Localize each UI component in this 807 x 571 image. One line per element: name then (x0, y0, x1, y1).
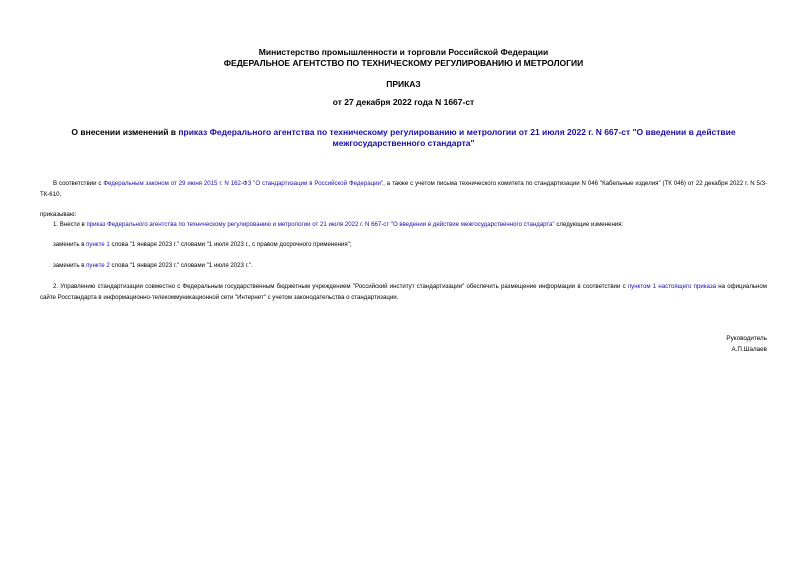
item-2-paragraph (40, 281, 767, 303)
clause-1-link[interactable]: пункте 1 (86, 241, 110, 248)
item-1-paragraph (40, 219, 767, 230)
item-1-text-1: 1. Внести в (53, 221, 87, 228)
title-order-link[interactable]: приказ Федерального агентства по техническому регулированию и метрологии от 21 июля 2022 г. N 667-ст "О введении в действие межгосударственного стандарта" (178, 127, 736, 148)
preamble-text-2: , а также с учетом письма технического комитета по стандартизации N 046 "Кабельные изделия" (ТК 046) от 22 декабря 2022 г. N 5/3-ТК-610, (40, 180, 768, 198)
order-word: приказываю: (40, 211, 77, 218)
preamble-paragraph (40, 178, 767, 200)
change-2-text-2: слова "1 января 2023 г." словами "1 июля 2023 г.". (109, 262, 253, 269)
clause-1-this-order-link[interactable]: пунктом 1 настоящего приказа (627, 283, 717, 290)
change-1-paragraph (40, 239, 767, 250)
document-date-number: от 27 декабря 2022 года N 1667-ст (332, 97, 475, 107)
change-1-text-1: заменить в (53, 241, 87, 248)
change-2-text-1: заменить в (53, 262, 87, 269)
document-type: ПРИКАЗ (386, 79, 421, 89)
item-2-text-1: 2. Управлению стандартизации совместно с Федеральным государственным бюджетным учреждением "Российский институт стандартизации" обеспечить размещение информации в соответствии с (53, 283, 628, 290)
change-1-text-2: слова "1 января 2023 г." словами "1 июля 2023 г., с правом досрочного применения"; (109, 241, 352, 248)
ministry-name: Министерство промышленности и торговли Российской Федерации (258, 47, 549, 57)
item-2-text-2: на официальном сайте Росстандарта в информационно-телекоммуникационной сети "Интернет" с учетом законодательства о стандартизации. (40, 283, 767, 301)
document-title (40, 127, 767, 149)
item-1-text-2: следующие изменения: (554, 221, 624, 228)
signatory-role: Руководитель (726, 335, 767, 342)
agency-name: ФЕДЕРАЛЬНОЕ АГЕНТСТВО ПО ТЕХНИЧЕСКОМУ РЕГУЛИРОВАНИЮ И МЕТРОЛОГИИ (223, 58, 584, 68)
change-2-paragraph (40, 260, 767, 271)
title-prefix: О внесении изменений в (71, 127, 179, 137)
federal-law-link[interactable]: Федеральным законом от 29 июня 2015 г. N 162-ФЗ "О стандартизации в Российской Федерации" (103, 180, 384, 187)
preamble-text-1: В соответствии с (53, 180, 104, 187)
item-1-order-link[interactable]: приказ Федерального агентства по техническому регулированию и метрологии от 21 июля 2022 г. N 667-ст "О введении в действие межгосударственного стандарта" (86, 221, 555, 228)
signatory-name: А.П.Шалаев (731, 346, 767, 353)
clause-2-link[interactable]: пункте 2 (86, 262, 110, 269)
